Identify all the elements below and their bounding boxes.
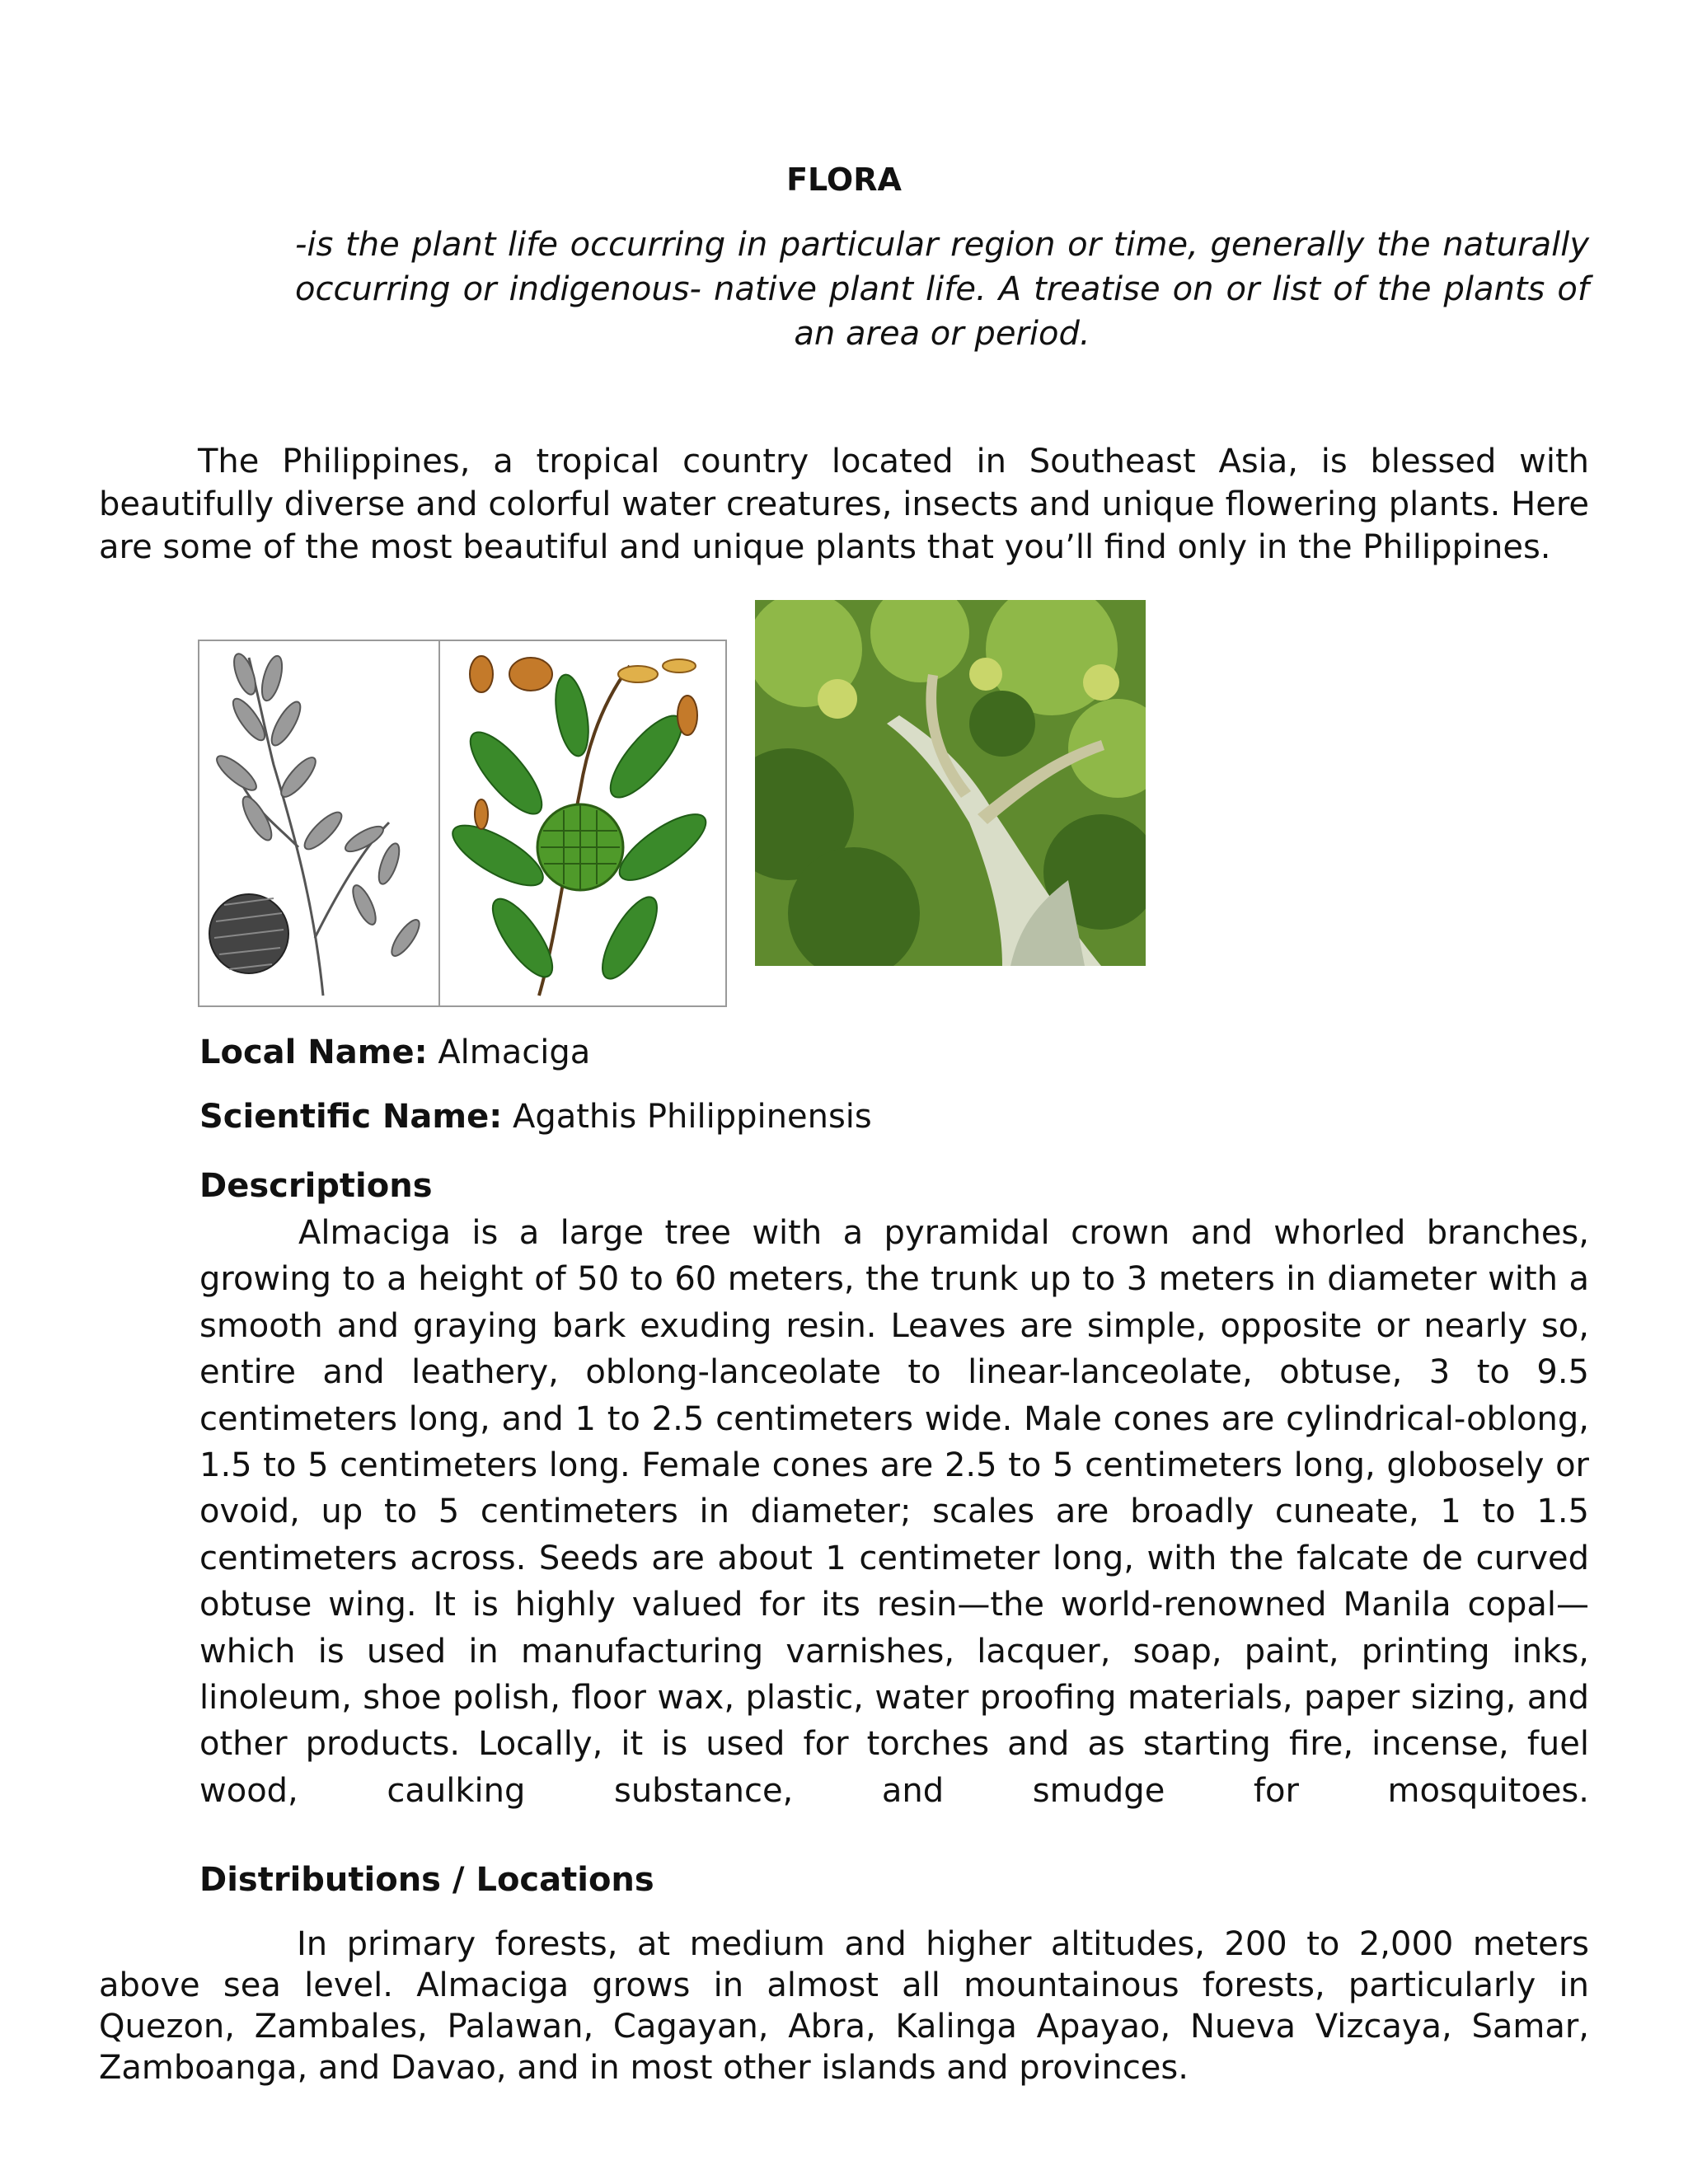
flora-definition: -is the plant life occurring in particular region or time, generally the naturally occurring or indigenous- native plant life. A treatise on or list of the plants of an area or period. [295,226,1589,353]
local-name-line [199,1030,1589,1075]
grayscale-branch-illustration [199,641,438,1005]
page-title: FLORA [786,162,902,198]
almaciga-tree-photo [755,600,1146,966]
botanical-illustration [198,640,727,1007]
scientific-name-value: Agathis Philippinensis [512,1098,872,1136]
color-branch-illustration [440,641,725,1005]
distributions-heading: Distributions / Locations [199,1861,654,1899]
distributions-paragraph: In primary forests, at medium and higher altitudes, 200 to 2,000 meters above sea level. Almaciga grows in almost all mountainous forests, particularly in Quezon, Zambales, Palawan, Cagayan, Abra, Kalinga Apayao, Nueva Vizcaya, Samar, Zamboanga, and Davao, and in most other islands and provinces. [99,1925,1589,2087]
descriptions-heading: Descriptions [199,1167,433,1205]
local-name-value: Almaciga [438,1033,591,1071]
scientific-name-label: Scientific Name: [199,1098,503,1136]
scientific-name-line [199,1094,1589,1139]
intro-paragraph: The Philippines, a tropical country located in Southeast Asia, is blessed with beautifully diverse and colorful water creatures, insects and unique flowering plants. Here are some of the most beautiful and unique plants that you’ll find only in the Philippines. [99,443,1589,566]
descriptions-paragraph: Almaciga is a large tree with a pyramidal crown and whorled branches, growing to a height of 50 to 60 meters, the trunk up to 3 meters in diameter with a smooth and graying bark exuding resin. Leaves are simple, opposite or nearly so, entire and leathery, oblong-lanceolate to linear-lanceolate, obtuse, 3 to 9.5 centimeters long, and 1 to 2.5 centimeters wide. Male cones are cylindrical-oblong, 1.5 to 5 centimeters long. Female cones are 2.5 to 5 centimeters long, globosely or ovoid, up to 5 centimeters in diameter; scales are broadly cuneate, 1 to 1.5 centimeters across. Seeds are about 1 centimeter long, with the falcate de curved obtuse wing. It is highly valued for its resin—the world-renowned Manila copal—which is used in manufacturing varnishes, lacquer, soap, paint, printing inks, linoleum, shoe polish, floor wax, plastic, water proofing materials, paper sizing, and other products. Locally, it is used for torches and as starting fire, incense, fuel wood, caulking substance, and smudge for mosquitoes. [199,1214,1589,1810]
local-name-label: Local Name: [199,1033,428,1071]
